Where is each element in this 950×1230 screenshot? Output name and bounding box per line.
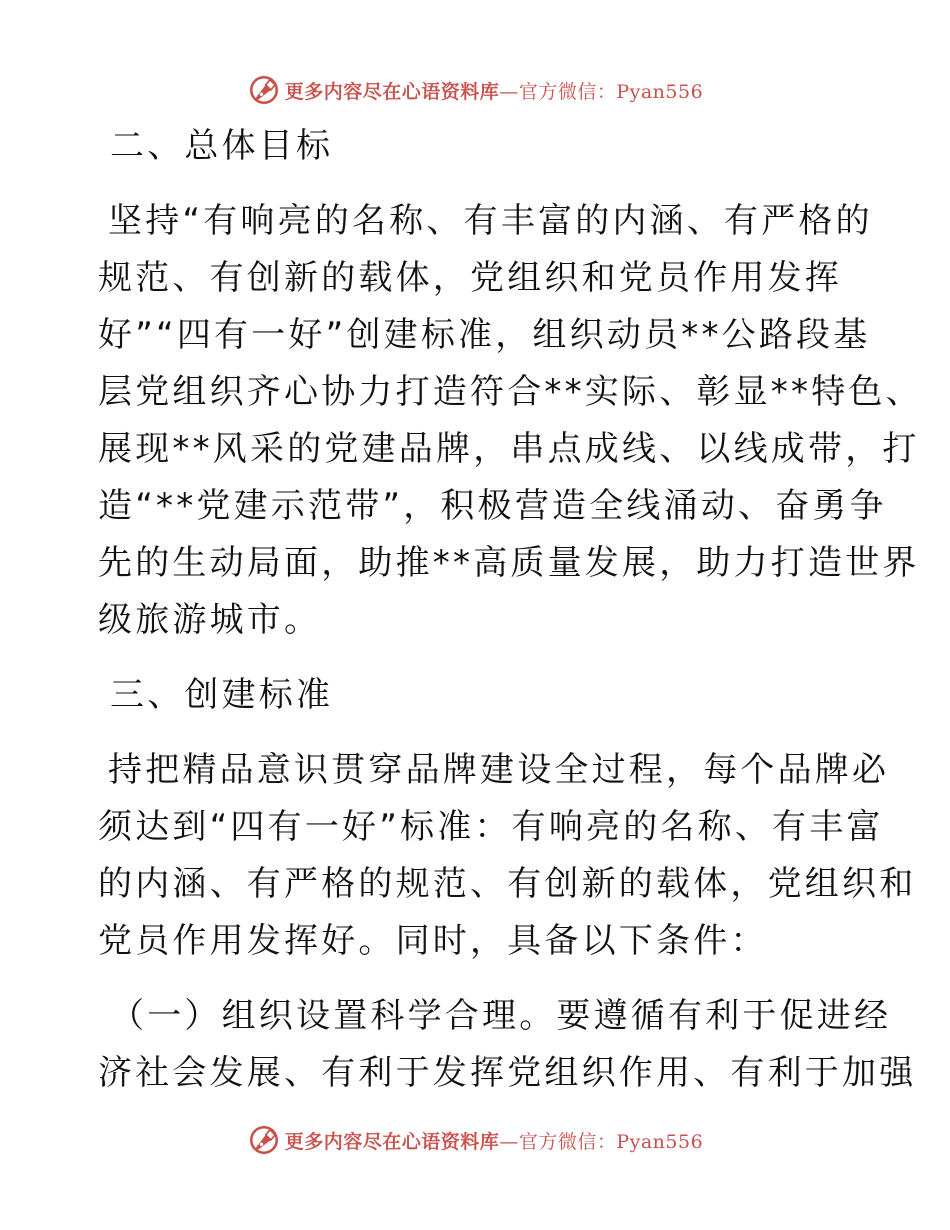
paragraph-line: 先的生动局面，助推**高质量发展，助力打造世界 xyxy=(98,543,920,583)
watermark-wechat-id: Pyan556 xyxy=(616,1130,704,1153)
watermark-site-text: 更多内容尽在心语资料库 xyxy=(284,80,500,103)
watermark-separator: — xyxy=(499,80,519,103)
paragraph-line: 规范、有创新的载体，党组织和党员作用发挥 xyxy=(98,258,842,298)
pen-nib-logo-icon xyxy=(247,1123,281,1157)
section-overall-goals-paragraph xyxy=(98,193,923,649)
paragraph-line: 好”“四有一好”创建标准，组织动员**公路段基 xyxy=(98,315,871,355)
paragraph-line: 造“**党建示范带”，积极营造全线涌动、奋勇争 xyxy=(98,486,887,526)
paragraph-line: 层党组织齐心协力打造符合**实际、彰显**特色、 xyxy=(98,372,923,412)
item-one-paragraph xyxy=(98,988,917,1102)
paragraph-line: 济社会发展、有利于发挥党组织作用、有利于加强 xyxy=(98,1053,917,1093)
paragraph-line: 的内涵、有严格的规范、有创新的载体，党组织和 xyxy=(98,864,917,904)
paragraph-line: 须达到“四有一好”标准：有响亮的名称、有丰富 xyxy=(98,807,884,847)
paragraph-line: 党员作用发挥好。同时，具备以下条件： xyxy=(98,921,768,961)
paragraph-line: 级旅游城市。 xyxy=(98,600,322,640)
watermark-text xyxy=(285,1127,703,1154)
section-creation-standards-paragraph xyxy=(98,742,917,970)
watermark-separator: — xyxy=(499,1130,519,1153)
paragraph-line: 坚持“有响亮的名称、有丰富的内涵、有严格的 xyxy=(108,201,873,241)
watermark-text xyxy=(285,77,703,104)
watermark-wechat-label: 官方微信： xyxy=(518,1130,617,1153)
watermark-wechat-id: Pyan556 xyxy=(616,80,704,103)
pen-nib-logo-icon xyxy=(247,73,281,107)
watermark-site-text: 更多内容尽在心语资料库 xyxy=(284,1130,500,1153)
paragraph-line: （一）组织设置科学合理。要遵循有利于促进经 xyxy=(110,996,892,1036)
paragraph-line: 展现**风采的党建品牌，串点成线、以线成带，打 xyxy=(98,429,920,469)
section-heading-overall-goals: 二、总体目标 xyxy=(110,126,334,166)
section-heading-creation-standards: 三、创建标准 xyxy=(110,675,334,715)
footer-watermark xyxy=(0,1120,950,1160)
paragraph-line: 持把精品意识贯穿品牌建设全过程，每个品牌必 xyxy=(108,750,890,790)
header-watermark xyxy=(0,70,950,110)
watermark-wechat-label: 官方微信： xyxy=(518,80,617,103)
document-body xyxy=(98,118,923,1102)
